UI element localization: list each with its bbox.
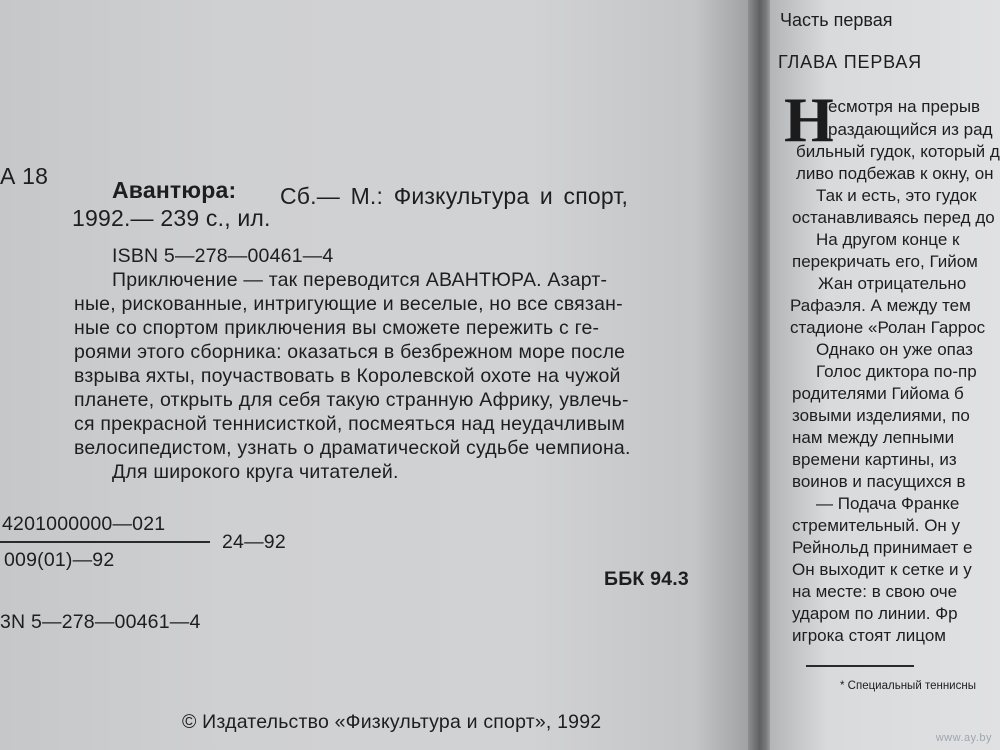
imprint-line-1: Сб.— М.: Физкультура и спорт, [280, 183, 629, 209]
body-line: воинов и пасущихся в [792, 472, 966, 491]
body-line: перекричать его, Гийом [792, 252, 978, 271]
body-line: родителями Гийома б [792, 384, 964, 403]
body-line: останавливаясь перед до [792, 208, 995, 227]
book-title: Авантюра: [112, 177, 237, 203]
annotation-line: велосипедистом, узнать о драматической судьбе чемпиона. [74, 437, 631, 459]
part-heading: Часть первая [780, 10, 893, 30]
drop-cap: Н [784, 84, 834, 155]
annotation-line: планете, открыть для себя такую странную Африку, увлечь- [74, 389, 629, 411]
annotation-line: Приключение — так переводится АВАНТЮРА. Азарт- [112, 269, 608, 291]
code-denominator: 009(01)—92 [4, 549, 115, 571]
code-right: 24—92 [222, 531, 286, 553]
body-line: стремительный. Он у [792, 516, 961, 535]
body-line: на месте: в свою оче [792, 582, 958, 601]
watermark: www.ay.by [935, 732, 992, 744]
copyright-line: © Издательство «Физкультура и спорт», 1992 [182, 711, 602, 733]
body-line: бильный гудок, который д [796, 142, 1000, 161]
body-line: игрока стоят лицом [792, 626, 946, 645]
body-line: ливо подбежав к окну, он [796, 164, 994, 183]
annotation-line: ся прекрасной теннисисткой, посмеяться над неудачливым [74, 413, 626, 435]
annotation-line: ные, рискованные, интригующие и веселые, но все связан- [74, 293, 623, 315]
body-line: зовыми изделиями, по [792, 406, 970, 425]
body-line: нам между лепными [792, 428, 955, 447]
call-number: А 18 [0, 163, 49, 189]
body-line: Рафаэля. А между тем [790, 296, 971, 315]
body-line: Рейнольд принимает е [792, 538, 973, 557]
footnote-rule [806, 665, 914, 667]
annotation-line: ные со спортом приключения вы сможете пережить с ге- [74, 317, 600, 339]
imprint-line-2: 1992.— 239 с., ил. [72, 205, 271, 231]
isbn-bottom: 3N 5—278—00461—4 [0, 611, 201, 633]
body-line: Он выходит к сетке и у [792, 560, 972, 579]
body-line: На другом конце к [816, 230, 960, 249]
body-line: времени картины, из [792, 450, 957, 469]
body-line: Жан отрицательно [818, 274, 967, 293]
annotation-line: роями этого сборника: оказаться в безбрежном море после [74, 341, 626, 363]
body-line: Так и есть, это гудок [816, 186, 977, 205]
isbn: ISBN 5—278—00461—4 [112, 245, 334, 267]
body-line: есмотря на прерыв [828, 97, 981, 116]
code-numerator: 4201000000—021 [2, 513, 166, 535]
footnote: * Специальный теннисны [840, 680, 976, 692]
right-page [770, 0, 1000, 750]
annotation-line: взрыва яхты, поучаствовать в Королевской охоте на чужой [74, 365, 621, 387]
body-line: — Подача Франке [816, 494, 960, 513]
body-line: ударом по линии. Фр [792, 604, 958, 623]
audience-note: Для широкого круга читателей. [112, 461, 399, 483]
body-line: раздающийся из рад [828, 120, 993, 139]
body-line: стадионе «Ролан Гаррос [790, 318, 986, 337]
body-line: Голос диктора по-пр [816, 362, 977, 381]
bbk-code: ББК 94.3 [604, 568, 689, 590]
chapter-heading: ГЛАВА ПЕРВАЯ [778, 52, 922, 72]
fraction-bar [0, 541, 210, 543]
body-line: Однако он уже опаз [816, 340, 973, 359]
